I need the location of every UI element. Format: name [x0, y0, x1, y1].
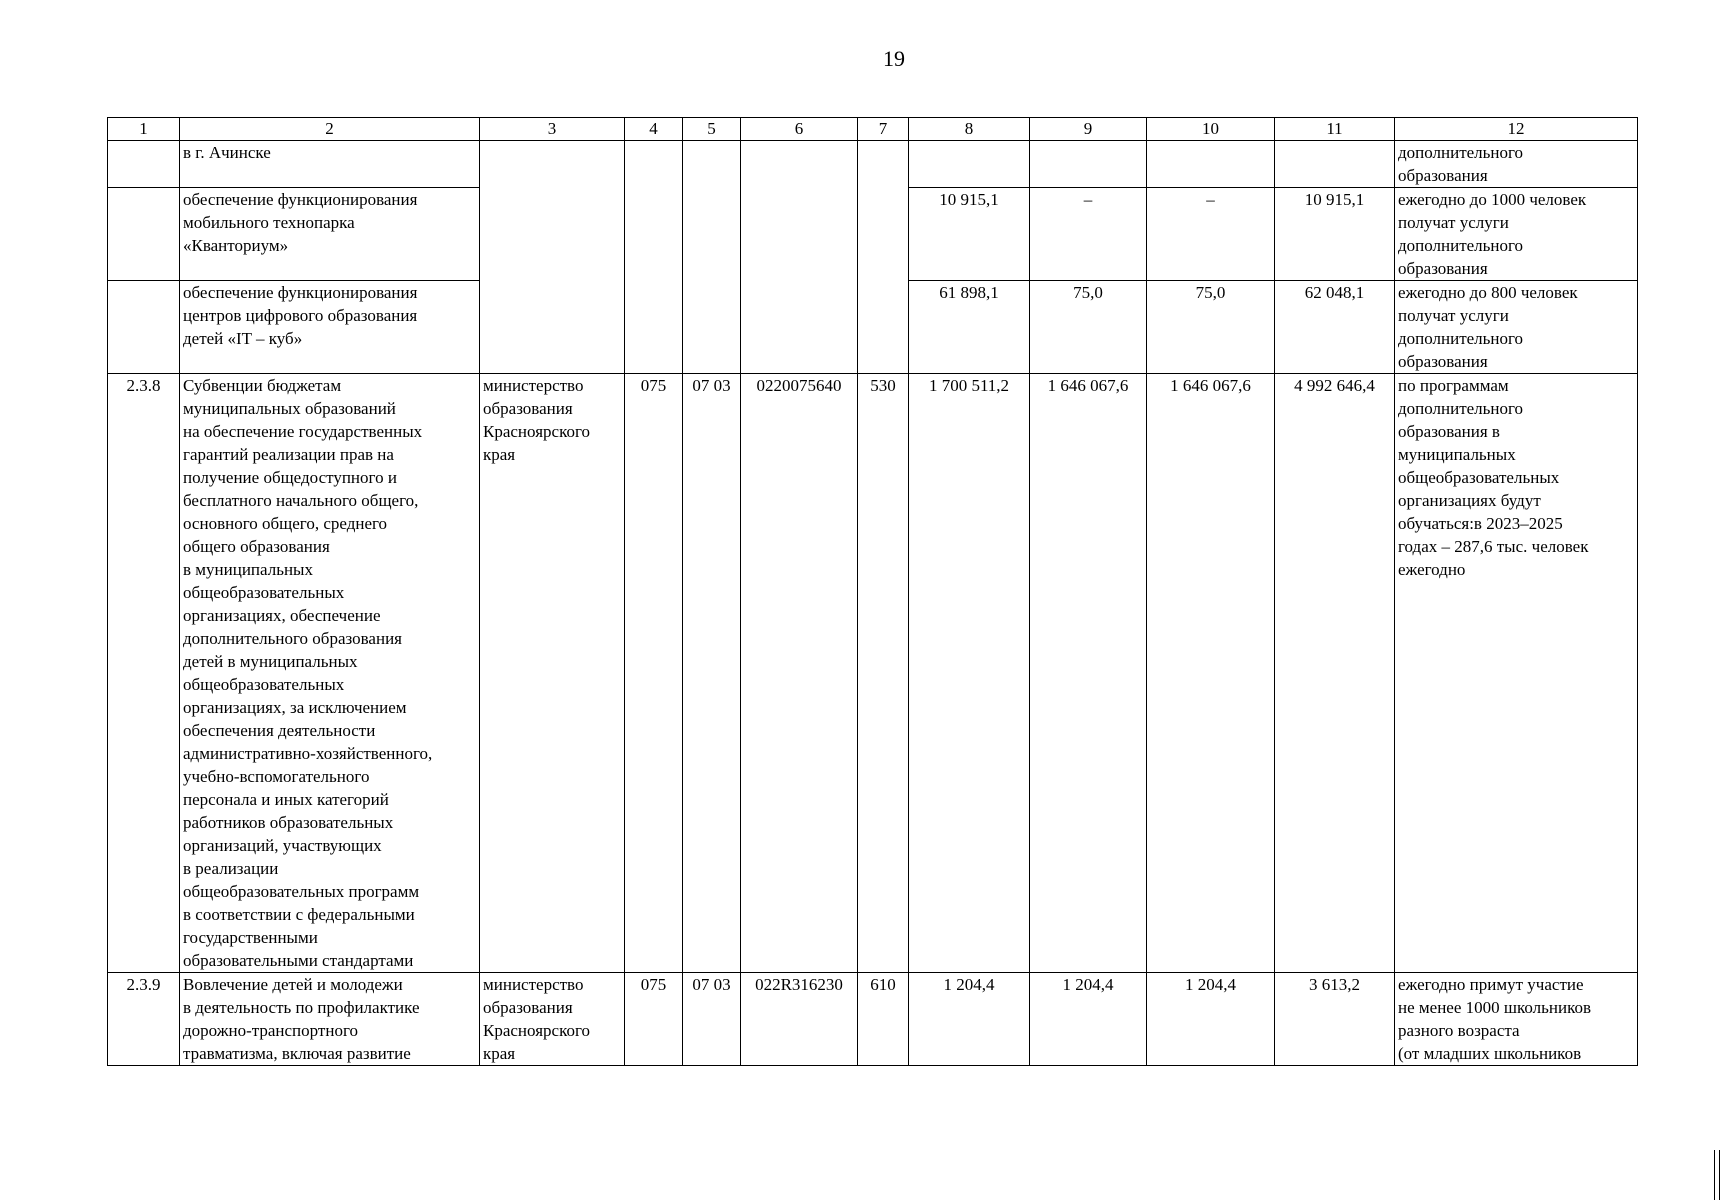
row-index: 2.3.8 [108, 374, 180, 973]
budget-code-grbs: 075 [625, 973, 683, 1066]
table-row [108, 141, 1638, 188]
expected-result: дополнительного образования [1395, 141, 1638, 188]
activity-name: обеспечение функционирования мобильного технопарка «Кванториум» [180, 188, 480, 281]
table-row [108, 374, 1638, 973]
budget-table [107, 117, 1638, 1066]
amount-total [1275, 141, 1395, 188]
column-header: 1 [108, 118, 180, 141]
page-number: 19 [883, 46, 905, 71]
responsible-org: министерство образования Красноярского края [480, 374, 625, 973]
activity-name: Вовлечение детей и молодежи в деятельность по профилактике дорожно-транспортного травматизма, включая развитие [180, 973, 480, 1066]
column-header: 4 [625, 118, 683, 141]
row-index [108, 281, 180, 374]
amount-year-2: – [1030, 188, 1147, 281]
amount-total: 4 992 646,4 [1275, 374, 1395, 973]
column-header: 7 [858, 118, 909, 141]
column-number-header [108, 118, 1638, 141]
amount-year-2 [1030, 141, 1147, 188]
amount-year-2: 1 646 067,6 [1030, 374, 1147, 973]
amount-year-3: 1 646 067,6 [1147, 374, 1275, 973]
column-header: 11 [1275, 118, 1395, 141]
activity-name: обеспечение функционирования центров цифрового образования детей «IT – куб» [180, 281, 480, 374]
column-header: 3 [480, 118, 625, 141]
budget-code-csr: 022R316230 [741, 973, 858, 1066]
budget-code-rzpr [683, 141, 741, 374]
activity-name: Субвенции бюджетам муниципальных образований на обеспечение государственных гарантий реализации прав на получение общедоступного и бесплатного начального общего, основного общего, среднего общего образования в муниципальных общеобразовательных организациях, обеспечение дополнительного образования детей в муниципальных общеобразовательных организациях, за исключением обеспечения деятельности административно-хозяйственного, учебно-вспомогательного персонала и иных категорий работников образовательных организаций, участвующих в реализации общеобразовательных программ в соответствии с федеральными государственными образовательными стандартами [180, 374, 480, 973]
budget-code-vr [858, 141, 909, 374]
responsible-org: министерство образования Красноярского края [480, 973, 625, 1066]
amount-year-3 [1147, 141, 1275, 188]
amount-year-1: 1 204,4 [909, 973, 1030, 1066]
activity-name: в г. Ачинске [180, 141, 480, 188]
amount-year-1: 10 915,1 [909, 188, 1030, 281]
column-header: 9 [1030, 118, 1147, 141]
table-row [108, 973, 1638, 1066]
budget-code-rzpr: 07 03 [683, 374, 741, 973]
budget-code-grbs: 075 [625, 374, 683, 973]
amount-year-3: 1 204,4 [1147, 973, 1275, 1066]
amount-year-1 [909, 141, 1030, 188]
expected-result: ежегодно до 800 человек получат услуги дополнительного образования [1395, 281, 1638, 374]
amount-year-2: 1 204,4 [1030, 973, 1147, 1066]
amount-year-3: – [1147, 188, 1275, 281]
row-index [108, 141, 180, 188]
column-header: 2 [180, 118, 480, 141]
budget-code-csr [741, 141, 858, 374]
amount-year-1: 61 898,1 [909, 281, 1030, 374]
row-index [108, 188, 180, 281]
expected-result: по программам дополнительного образования в муниципальных общеобразовательных организациях будут обучаться:в 2023–2025 годах – 287,6 тыс. человек ежегодно [1395, 374, 1638, 973]
budget-code-vr: 530 [858, 374, 909, 973]
amount-year-2: 75,0 [1030, 281, 1147, 374]
budget-code-csr: 0220075640 [741, 374, 858, 973]
amount-total: 10 915,1 [1275, 188, 1395, 281]
column-header: 10 [1147, 118, 1275, 141]
expected-result: ежегодно до 1000 человек получат услуги дополнительного образования [1395, 188, 1638, 281]
responsible-org [480, 141, 625, 374]
amount-year-1: 1 700 511,2 [909, 374, 1030, 973]
budget-code-rzpr: 07 03 [683, 973, 741, 1066]
amount-year-3: 75,0 [1147, 281, 1275, 374]
amount-total: 62 048,1 [1275, 281, 1395, 374]
column-header: 8 [909, 118, 1030, 141]
column-header: 5 [683, 118, 741, 141]
column-header: 6 [741, 118, 858, 141]
column-header: 12 [1395, 118, 1638, 141]
scan-edge-mark [1714, 1150, 1720, 1200]
amount-total: 3 613,2 [1275, 973, 1395, 1066]
budget-code-grbs [625, 141, 683, 374]
expected-result: ежегодно примут участие не менее 1000 школьников разного возраста (от младших школьников [1395, 973, 1638, 1066]
row-index: 2.3.9 [108, 973, 180, 1066]
budget-code-vr: 610 [858, 973, 909, 1066]
